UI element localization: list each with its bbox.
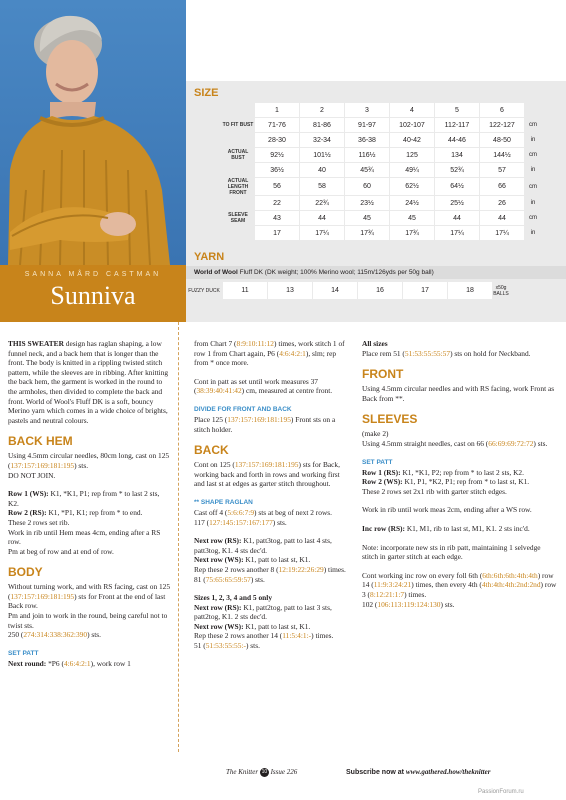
specs-panel	[186, 81, 566, 322]
ball-count: 18	[448, 282, 493, 299]
text: ) times, work stitch 1 of row 1 from Chart again, P6 (	[194, 339, 345, 358]
text: ) times.	[311, 631, 334, 641]
raglan-dec-text	[194, 536, 350, 584]
size-value: 45¾	[345, 163, 390, 178]
row-label: Row 1 (RS):	[362, 467, 401, 477]
ball-count: 16	[358, 282, 403, 299]
size-row	[222, 118, 542, 133]
text: ), slm; rep from * once more.	[194, 348, 337, 368]
size-values: 137:157:169:181:195	[227, 414, 291, 424]
size-row-label	[222, 133, 255, 148]
text: ) sts for Back, working back and forth in rows and working first and last st at edges as garter stitch throughout.	[194, 460, 340, 489]
size-row-label: TO FIT BUST	[222, 122, 254, 128]
front-text: Using 4.5mm circular needles and with RS facing, work Front as Back from **.	[362, 384, 555, 403]
subscribe-link[interactable]: www.gathered.how/theknitter	[405, 768, 491, 776]
size-value: 144½	[480, 148, 525, 163]
set-patt-heading: SET PATT	[8, 649, 39, 657]
ball-unit: x50g BALLS	[493, 284, 509, 297]
text: Rep these 2 rows another 14 (	[194, 631, 283, 641]
text: Using 4.5mm circular needles, 80cm long, cast on 125 (	[8, 451, 170, 470]
size-value: 57	[480, 163, 525, 178]
size-number-row	[222, 103, 542, 118]
size-value: 44	[480, 211, 525, 226]
sizes-label: Sizes 1, 2, 3, 4 and 5 only	[194, 593, 273, 603]
size-value: 125	[390, 148, 435, 163]
text: DO NOT JOIN.	[8, 470, 56, 480]
size-value: 66	[480, 178, 525, 196]
inc-row-text	[362, 524, 558, 534]
text: K1, M1, rib to last st, M1, K1. 2 sts inc'd.	[404, 523, 530, 533]
magazine-name: The Knitter	[226, 768, 259, 777]
size-row	[222, 211, 542, 226]
designer-name: SANNA MÅRD CASTMAN	[24, 271, 162, 278]
size-row	[222, 133, 542, 148]
text: ) cm, measured at centre front.	[241, 386, 333, 396]
text: Work in rib until Hem meas 4cm, ending after a RS row.	[8, 527, 161, 547]
size-unit: cm	[529, 122, 537, 128]
size-value: 17	[255, 226, 300, 241]
column-2	[194, 339, 350, 660]
size-value: 58	[300, 178, 345, 196]
page-number: 10	[261, 769, 268, 775]
sizes-text	[194, 593, 350, 651]
size-value: 28-30	[255, 133, 300, 148]
text: ) Front sts on a stitch holder.	[194, 414, 336, 434]
set-patt-heading: SET PATT	[362, 458, 393, 466]
size-values: 51:53:55:55:57	[404, 348, 451, 358]
size-row	[222, 178, 542, 196]
size-value: 44	[300, 211, 345, 226]
sleeve-rib-text	[362, 468, 558, 497]
row-label: Next round:	[8, 658, 47, 668]
text: Cont on 125 (	[194, 460, 235, 470]
size-value: 49¼	[390, 163, 435, 178]
size-row-label: SLEEVE SEAM	[228, 212, 248, 224]
size-value: 26	[480, 196, 525, 211]
text: Cast off 4 (	[194, 507, 228, 517]
row-label: Next row (WS):	[194, 555, 244, 565]
text: from Chart 7 (	[194, 339, 237, 348]
size-values: 11:9:3:24:21	[373, 580, 412, 590]
rib-instructions	[8, 489, 172, 556]
work-rib-text: Work in rib until work meas 2cm, ending after a WS row.	[362, 505, 532, 515]
size-value: 32-34	[300, 133, 345, 148]
size-values: 6th:6th:6th:4th:4th	[482, 570, 538, 580]
text: ) sts.	[87, 630, 102, 640]
text: ) row 3 (	[362, 580, 557, 599]
size-value: 17¼	[300, 226, 345, 241]
chart-text	[194, 339, 350, 368]
size-row	[222, 196, 542, 211]
text: Cont working inc row on every foll 6th (	[362, 570, 483, 580]
size-value: 44	[435, 211, 480, 226]
back-hem-text	[8, 451, 172, 480]
size-row	[222, 148, 542, 163]
column-divider	[178, 322, 179, 752]
size-value: 17¼	[435, 226, 480, 241]
size-unit: in	[530, 230, 536, 236]
text: K1, patt to last st, K1.	[243, 555, 311, 565]
issue-number: Issue 226	[270, 768, 298, 777]
row-label: Next row (RS):	[194, 536, 242, 546]
size-unit: cm	[529, 183, 537, 190]
text: ) sts.	[272, 517, 287, 527]
text: ) times, then every 4th (	[411, 580, 482, 590]
text: ) sts at beg of next 2 rows.	[254, 507, 333, 517]
size-value: 36½	[255, 163, 300, 178]
sleeves-heading: SLEEVES	[362, 412, 418, 427]
size-value: 40	[300, 163, 345, 178]
text: These 2 rows set 2x1 rib with garter stitch edges.	[362, 486, 507, 496]
divide-heading: DIVIDE FOR FRONT AND BACK	[194, 405, 292, 413]
yarn-heading: YARN	[194, 251, 225, 263]
size-value: 122-127	[480, 118, 525, 133]
yarn-shade: FUZZY DUCK	[188, 287, 220, 294]
size-unit: cm	[529, 152, 537, 158]
size-value: 102-107	[390, 118, 435, 133]
text: Pm at beg of row and at end of row.	[8, 546, 114, 556]
size-value: 116½	[345, 148, 390, 163]
back-heading: BACK	[194, 443, 229, 458]
text: Rep these 2 rows another 8 (	[194, 564, 279, 574]
size-values: 106:113:119:124:130	[377, 599, 441, 609]
size-values: 127:145:157:167:177	[209, 517, 273, 527]
size-unit: cm	[529, 215, 537, 221]
text: Place rem 51 (	[362, 348, 405, 358]
text: K1, patt3tog, patt to last 4 sts, patt3tog, K1. 4 sts dec'd.	[194, 536, 332, 555]
watermark: PassionForum.ru	[478, 789, 524, 795]
text: K1, P1, *K2, P1; rep from * to last st, K1.	[402, 477, 530, 487]
size-number: 2	[300, 103, 345, 118]
size-value: 112-117	[435, 118, 480, 133]
yarn-description	[186, 266, 566, 279]
yarn-detail: Fluff DK (DK weight; 100% Merino wool; 115m/126yds per 50g ball)	[237, 269, 434, 276]
size-value: 40-42	[390, 133, 435, 148]
raglan-text	[194, 508, 350, 527]
size-value: 60	[345, 178, 390, 196]
text: Without turning work, and with RS facing, cast on 125 (	[8, 582, 171, 601]
text: *P6 (	[46, 658, 64, 668]
column-1	[8, 339, 172, 677]
model-photo	[0, 0, 186, 265]
row-label: Next row (RS):	[194, 602, 242, 612]
size-value: 22¾	[300, 196, 345, 211]
size-value: 52¾	[435, 163, 480, 178]
size-table	[222, 103, 542, 241]
size-values: 137:157:169:181:195	[10, 591, 75, 601]
pattern-title: Sunniva	[50, 281, 136, 310]
size-number: 6	[480, 103, 525, 118]
size-number: 1	[255, 103, 300, 118]
body-text	[8, 582, 172, 640]
column-3	[362, 339, 558, 618]
size-row	[222, 226, 542, 241]
front-heading: FRONT	[362, 367, 404, 382]
ball-count: 14	[313, 282, 358, 299]
row-label: Row 1 (WS):	[8, 489, 49, 499]
text: ) sts.	[245, 641, 260, 651]
text: ) sts on hold for Neckband.	[450, 348, 531, 358]
unit-cell	[524, 103, 542, 118]
yarn-table	[186, 282, 510, 299]
size-value: 71-76	[255, 118, 300, 133]
size-value: 101½	[300, 148, 345, 163]
size-values: 12:19:22:26:29	[278, 564, 324, 574]
size-value: 91-97	[345, 118, 390, 133]
size-value: 24½	[390, 196, 435, 211]
size-value: 45	[345, 211, 390, 226]
size-unit: in	[530, 167, 536, 173]
ball-count: 11	[223, 282, 268, 299]
footer-subscribe	[346, 768, 490, 776]
size-value: 43	[255, 211, 300, 226]
title-box	[0, 265, 186, 322]
size-value: 62½	[390, 178, 435, 196]
shape-raglan-heading: ** SHAPE RAGLAN	[194, 498, 253, 506]
footer-magazine	[226, 768, 297, 777]
yarn-brand: World of Wool	[194, 269, 238, 276]
body-heading: BODY	[8, 565, 43, 580]
size-value: 81-86	[300, 118, 345, 133]
size-values: 11:5:4:1:-	[282, 631, 312, 641]
size-values: 51:53:55:55:-	[205, 641, 246, 651]
size-unit: in	[530, 137, 536, 143]
cont-text	[194, 377, 350, 396]
size-values: 38:39:40:41:42	[196, 386, 242, 396]
intro-paragraph	[8, 339, 172, 425]
size-value: 22	[255, 196, 300, 211]
text: ) times.	[404, 589, 427, 599]
sizes-label: All sizes	[362, 339, 388, 348]
text: Pm and join to work in the round, being careful not to twist sts.	[8, 611, 168, 630]
text: ), work row 1	[90, 658, 131, 668]
text: ) sts.	[74, 460, 89, 470]
text: Place 125 (	[194, 414, 228, 424]
size-value: 17¼	[480, 226, 525, 241]
text: These 2 rows set rib.	[8, 517, 70, 527]
size-unit: in	[530, 200, 536, 206]
size-value: 17¾	[390, 226, 435, 241]
text: Using 4.5mm straight needles, cast on 66 (	[362, 438, 489, 448]
size-row-label: ACTUAL BUST	[227, 149, 249, 161]
size-values: 4:6:4:2:1	[63, 658, 91, 668]
row-label: Next row (WS):	[194, 621, 244, 631]
next-round-text	[8, 659, 172, 669]
row-label: Row 2 (RS):	[8, 508, 47, 518]
size-values: 8:12:21:1:7	[370, 589, 405, 599]
note-text: Note: incorporate new sts in rib patt, maintaining 1 selvedge stitch in garter stitch at each edge.	[362, 542, 541, 562]
size-value: 17¾	[345, 226, 390, 241]
text: 102 (	[362, 599, 378, 609]
size-row-label	[222, 226, 255, 241]
size-number: 5	[435, 103, 480, 118]
intro-text: design has raglan shaping, a low funnel neck, and a back hem that is longer than the front. The body is knitted in a rippling twisted stitch pattern, while the sleeves are in ribbing. After knitting the back hem, the garment is worked in the round to the armholes, then divided to complete the back and front. World of Wool's Fluff DK is a soft, bouncy Merino yarn which comes in a wide choice of brights, pastels and neutral colours.	[8, 339, 169, 425]
size-value: 48-50	[480, 133, 525, 148]
size-value: 64½	[435, 178, 480, 196]
size-values: 66:69:69:72:72	[488, 438, 534, 448]
text: Cont in patt as set until work measures 37 (	[194, 376, 318, 396]
divide-text	[194, 415, 350, 434]
text: K1, *K1, P2; rep from * to last 2 sts, K2.	[400, 467, 524, 477]
text: ) sts for Front at the end of last Back row.	[8, 591, 166, 611]
subscribe-text: Subscribe now at	[346, 769, 406, 776]
size-row-label: ACTUAL LENGTH FRONT	[227, 177, 249, 196]
row-label: Inc row (RS):	[362, 523, 405, 533]
text: K1, *P1, K1; rep from * to end.	[46, 508, 143, 518]
size-row-label	[222, 196, 255, 211]
size-values: 8:9:10:11:12	[236, 339, 275, 348]
size-values: 137:157:169:181:195	[234, 460, 299, 470]
back-hem-heading: BACK HEM	[8, 434, 73, 449]
text: ) sts.	[250, 574, 265, 584]
text: 81 (	[194, 574, 206, 584]
text: (make 2)	[362, 429, 389, 439]
size-values: 5:6:6:7:9	[227, 507, 255, 517]
size-value: 36-38	[345, 133, 390, 148]
size-row-label	[222, 163, 255, 178]
intro-lead: THIS SWEATER	[8, 339, 64, 348]
size-row	[222, 163, 542, 178]
all-sizes-text	[362, 339, 558, 358]
row-label: Row 2 (WS):	[362, 477, 403, 487]
sleeves-text	[362, 429, 558, 448]
size-value: 23½	[345, 196, 390, 211]
size-values: 4th:4th:4th:2nd:2nd	[481, 580, 541, 590]
text: 51 (	[194, 641, 206, 651]
size-number: 4	[390, 103, 435, 118]
size-values: 137:157:169:181:195	[10, 460, 75, 470]
size-value: 92½	[255, 148, 300, 163]
text: 117 (	[194, 517, 210, 527]
size-value: 134	[435, 148, 480, 163]
size-values: 75:65:65:59:57	[205, 574, 251, 584]
size-heading: SIZE	[194, 87, 219, 99]
ball-count: 17	[403, 282, 448, 299]
cont-inc-text	[362, 571, 558, 609]
size-value: 45	[390, 211, 435, 226]
size-value: 44-46	[435, 133, 480, 148]
text: K1, *K1, P1; rep from * to last 2 sts, K2.	[8, 489, 160, 508]
size-values: 274:314:338:362:390	[23, 630, 88, 640]
text: ) sts.	[533, 438, 548, 448]
text: 250 (	[8, 630, 24, 640]
ball-count: 13	[268, 282, 313, 299]
text: ) sts.	[440, 599, 455, 609]
text: K1, patt2tog, patt to last 3 sts, patt2tog, K1. 2 sts dec'd.	[194, 602, 332, 622]
size-values: 4:6:4:2:1	[279, 348, 306, 358]
text: ) row 14 (	[362, 570, 554, 590]
text: ) times.	[323, 564, 346, 574]
size-value: 25½	[435, 196, 480, 211]
size-corner	[222, 103, 255, 118]
text: K1, patt to last st, K1.	[243, 621, 311, 631]
size-value: 56	[255, 178, 300, 196]
yarn-balls-row	[186, 282, 510, 299]
size-number: 3	[345, 103, 390, 118]
back-text	[194, 460, 350, 489]
